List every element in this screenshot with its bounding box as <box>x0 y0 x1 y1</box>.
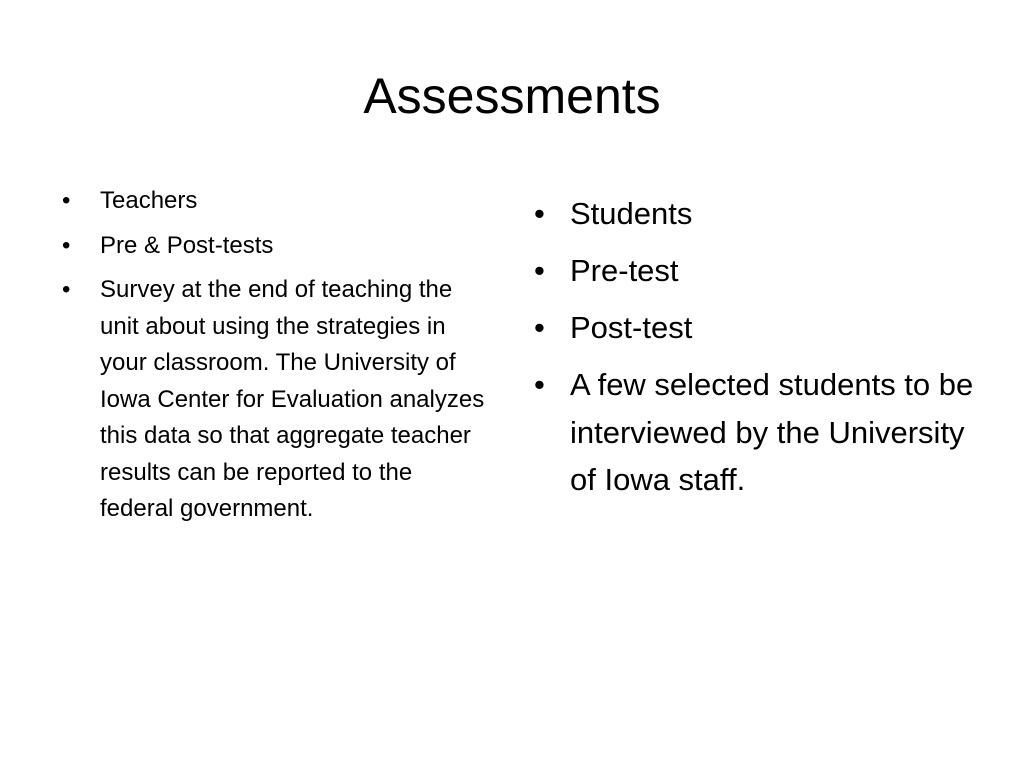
list-item-text: Students <box>570 196 693 231</box>
list-item-post-test <box>526 304 976 352</box>
bullet-icon: • <box>534 310 545 345</box>
right-bullet-list <box>526 190 976 513</box>
bullet-icon: • <box>534 253 545 288</box>
bullet-icon: • <box>62 231 71 259</box>
list-item-text: Pre-test <box>570 253 679 288</box>
list-item-teachers <box>56 183 486 220</box>
list-item-text: Survey at the end of teaching the unit about using the strategies in your classroom. The University of Iowa Center for Evaluation analyzes this data so that aggregate teacher results can be reported to the federal government. <box>100 276 485 522</box>
list-item-interviews <box>526 361 976 504</box>
list-item-pre-post-tests <box>56 228 486 265</box>
list-item-survey <box>56 272 486 528</box>
list-item-pre-test <box>526 247 976 295</box>
bullet-icon: • <box>62 187 71 214</box>
list-item-text: Pre & Post-tests <box>100 231 274 259</box>
slide-title: Assessments <box>363 68 661 124</box>
bullet-icon: • <box>534 196 545 231</box>
bullet-icon: • <box>534 367 545 402</box>
list-item-text: Post-test <box>570 310 693 345</box>
left-bullet-list <box>56 183 486 536</box>
bullet-icon: • <box>62 276 71 303</box>
list-item-students <box>526 190 976 238</box>
list-item-text: A few selected students to be interviewed by the University of Iowa staff. <box>570 367 974 497</box>
list-item-text: Teachers <box>100 187 198 214</box>
